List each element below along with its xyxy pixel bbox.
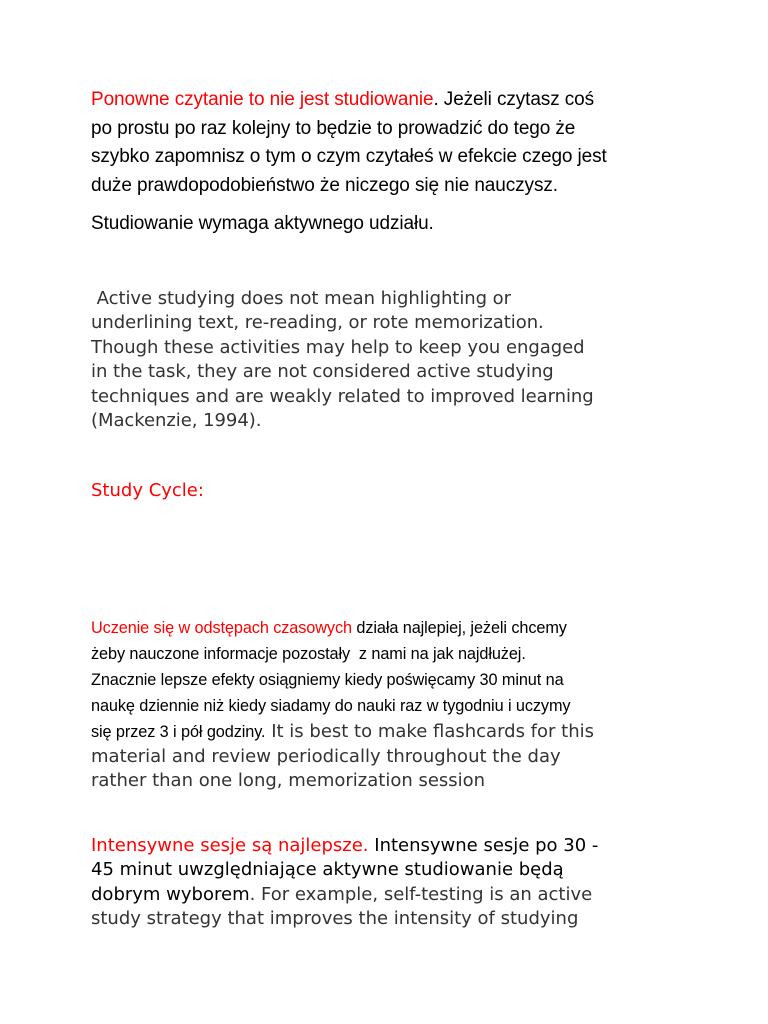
p2-text: Studiowanie wymaga aktywnego udziału.	[91, 213, 434, 234]
p5-line5: się przez 3 i pół godziny.	[91, 723, 266, 741]
p3-line4: in the task, they are not considered active studying	[91, 361, 554, 383]
p3-line3: Though these activities may help to keep you engaged	[91, 336, 585, 358]
p6-line3-black: dobrym wyborem	[91, 883, 250, 905]
p6-line4: study strategy that improves the intensity of studying	[91, 907, 579, 929]
p1-line2: po prostu po raz kolejny to będzie to prowadzić do tego że	[91, 117, 576, 139]
p5-line4: naukę dziennie niż kiedy siadamy do nauki raz w tygodniu i uczymy	[91, 697, 571, 715]
p6-line2: 45 minut uwzględniające aktywne studiowanie będą	[91, 859, 564, 881]
p3-line6: (Mackenzie, 1994).	[91, 410, 262, 432]
heading-study-cycle	[91, 478, 691, 504]
p5-tail-line2: material and review periodically throughout the day	[91, 746, 561, 767]
p3-line5: techniques and are weakly related to improved learning	[91, 385, 594, 407]
p5-tail-line3: rather than one long, memorization session	[91, 770, 486, 792]
paragraph-active-participation	[91, 210, 691, 238]
p3-line2: underlining text, re-reading, or rote memorization.	[91, 312, 544, 334]
highlight-spaced-learning: Uczenie się w odstępach czasowych	[91, 619, 352, 637]
highlight-intensive-sessions: Intensywne sesje są najlepsze.	[91, 835, 369, 856]
p6-line1-rest: Intensywne sesje po 30 -	[368, 835, 599, 856]
study-cycle-heading: Study Cycle:	[91, 480, 204, 501]
p1-line3: szybko zapomnisz o tym o czym czytałeś w efekcie czego jest	[91, 146, 607, 168]
p5-line1-rest: działa najlepiej, jeżeli chcemy	[351, 619, 567, 637]
p5-line2: żeby nauczone informacje pozostały z nami na jak najdłużej.	[91, 645, 526, 663]
p3-line1: Active studying does not mean highlighting or	[91, 288, 511, 309]
p5-line3: Znacznie lepsze efekty osiągniemy kiedy poświęcamy 30 minut na	[91, 671, 564, 689]
p1-line1-rest: . Jeżeli czytasz coś	[433, 89, 595, 110]
paragraph-spaced-learning	[91, 615, 691, 794]
p5-tail-line1: It is best to make flashcards for this	[265, 721, 594, 742]
highlight-rereading: Ponowne czytanie to nie jest studiowanie	[91, 89, 434, 110]
paragraph-rereading	[91, 86, 691, 201]
paragraph-active-studying	[91, 287, 691, 433]
p6-line3-rest: . For example, self-testing is an active	[249, 883, 593, 905]
paragraph-intensive-sessions	[91, 834, 691, 931]
p1-line4: duże prawdopodobieństwo że niczego się nie nauczysz.	[91, 175, 558, 197]
